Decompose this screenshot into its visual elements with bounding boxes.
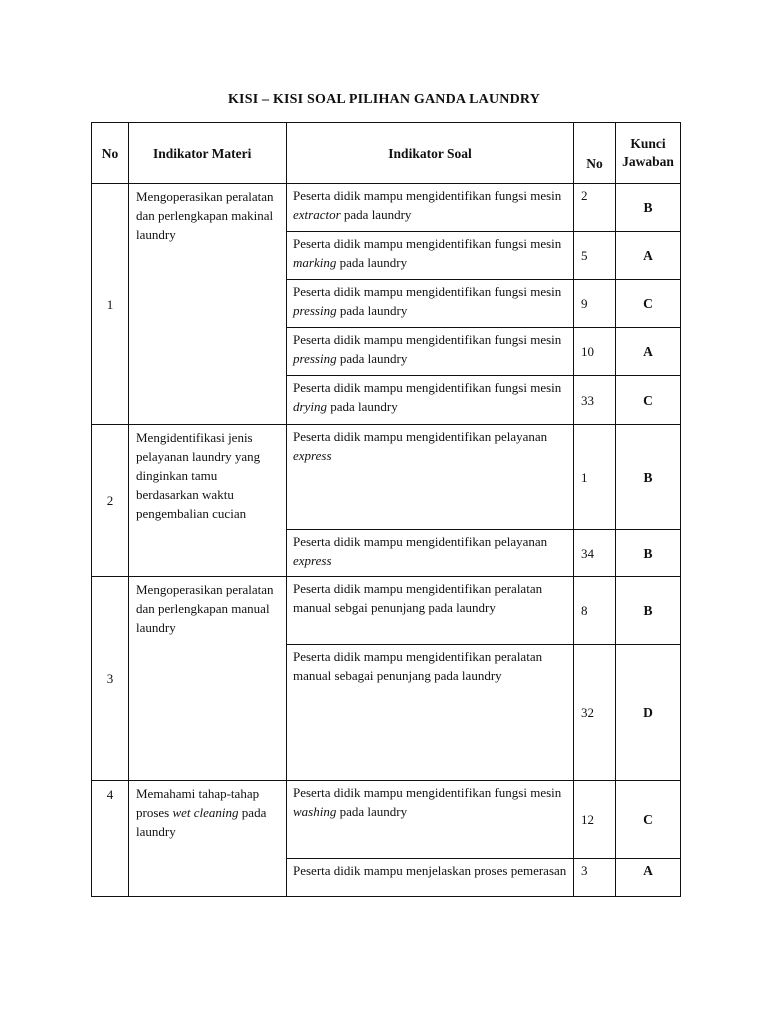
table-row — [92, 577, 681, 645]
question-number: 1 — [574, 425, 616, 530]
header-kunci-jawaban: Kunci Jawaban — [616, 123, 681, 184]
indikator-soal-cell: Peserta didik mampu mengidentifikan peralatan manual sebagai penunjang pada laundry — [287, 645, 574, 781]
header-indikator-materi: Indikator Materi — [129, 123, 287, 184]
indikator-soal-cell: Peserta didik mampu mengidentifikan fungsi mesin marking pada laundry — [287, 232, 574, 280]
group-number: 1 — [92, 184, 129, 425]
group-number: 3 — [92, 577, 129, 781]
indikator-soal-cell: Peserta didik mampu mengidentifikan fungsi mesin washing pada laundry — [287, 781, 574, 859]
indikator-materi-cell: Mengidentifikasi jenis pelayanan laundry yang dinginkan tamu berdasarkan waktu pengembalian cucian — [129, 425, 287, 577]
question-number: 12 — [574, 781, 616, 859]
document-title: KISI – KISI SOAL PILIHAN GANDA LAUNDRY — [227, 92, 541, 107]
answer-key: A — [616, 232, 681, 280]
indikator-soal-cell: Peserta didik mampu mengidentifikan fungsi mesin pressing pada laundry — [287, 280, 574, 328]
answer-key: B — [616, 184, 681, 232]
question-number: 5 — [574, 232, 616, 280]
table-row — [92, 781, 681, 859]
indikator-soal-cell: Peserta didik mampu mengidentifikan pelayanan express — [287, 425, 574, 530]
answer-key: C — [616, 781, 681, 859]
answer-key: C — [616, 376, 681, 425]
question-number: 32 — [574, 645, 616, 781]
indikator-soal-cell: Peserta didik mampu mengidentifikan fungsi mesin extractor pada laundry — [287, 184, 574, 232]
answer-key: B — [616, 577, 681, 645]
question-number: 34 — [574, 530, 616, 577]
indikator-soal-cell: Peserta didik mampu mengidentifikan peralatan manual sebgai penunjang pada laundry — [287, 577, 574, 645]
indikator-soal-cell: Peserta didik mampu mengidentifikan fungsi mesin drying pada laundry — [287, 376, 574, 425]
question-number: 10 — [574, 328, 616, 376]
answer-key: B — [616, 425, 681, 530]
answer-key: C — [616, 280, 681, 328]
indikator-materi-cell: Mengoperasikan peralatan dan perlengkapan manual laundry — [129, 577, 287, 781]
kisi-kisi-table — [91, 122, 681, 897]
table-row — [92, 425, 681, 530]
group-number: 4 — [92, 781, 129, 897]
indikator-materi-cell: Mengoperasikan peralatan dan perlengkapan makinal laundry — [129, 184, 287, 425]
answer-key: B — [616, 530, 681, 577]
question-number: 2 — [574, 184, 616, 232]
indikator-soal-cell: Peserta didik mampu mengidentifikan pelayanan express — [287, 530, 574, 577]
question-number: 33 — [574, 376, 616, 425]
question-number: 3 — [574, 859, 616, 897]
table-header-row — [92, 123, 681, 184]
indikator-materi-cell: Memahami tahap-tahap proses wet cleaning pada laundry — [129, 781, 287, 897]
answer-key: D — [616, 645, 681, 781]
answer-key: A — [616, 328, 681, 376]
question-number: 8 — [574, 577, 616, 645]
answer-key: A — [616, 859, 681, 897]
header-indikator-soal: Indikator Soal — [287, 123, 574, 184]
header-soal-no: No — [574, 123, 616, 184]
group-number: 2 — [92, 425, 129, 577]
indikator-soal-cell: Peserta didik mampu mengidentifikan fungsi mesin pressing pada laundry — [287, 328, 574, 376]
question-number: 9 — [574, 280, 616, 328]
indikator-soal-cell: Peserta didik mampu menjelaskan proses pemerasan — [287, 859, 574, 897]
header-no: No — [92, 123, 129, 184]
table-row — [92, 184, 681, 232]
